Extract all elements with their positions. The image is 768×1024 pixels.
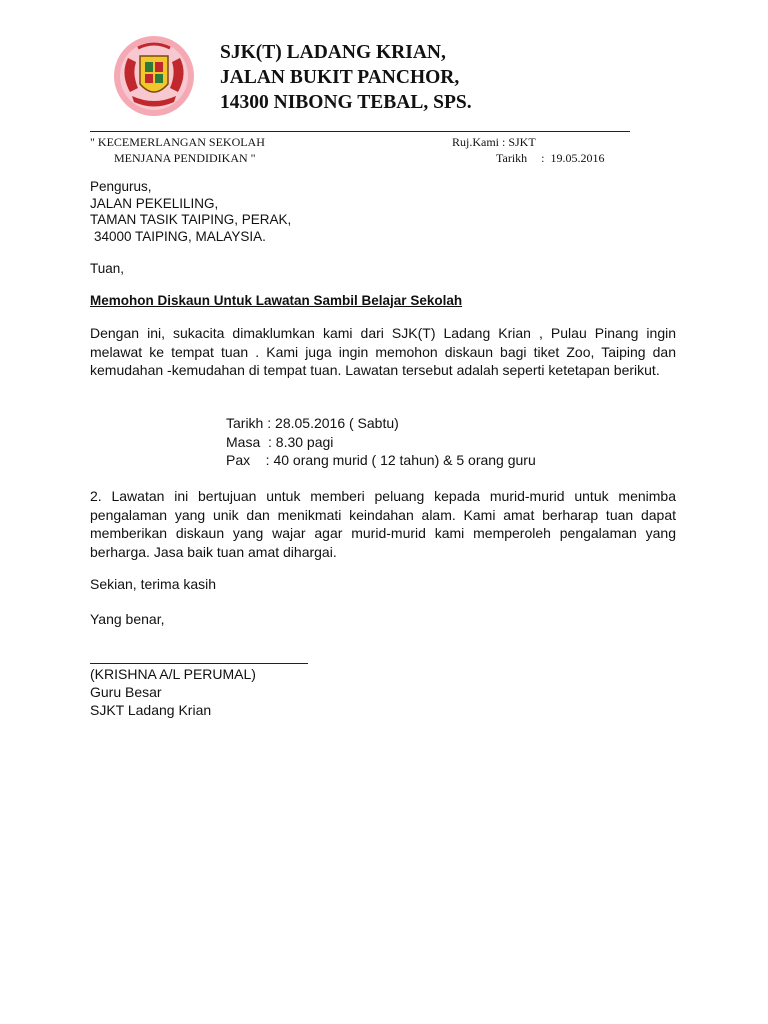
detail-value: 8.30 pagi bbox=[275, 433, 334, 450]
school-name-line: 14300 NIBONG TEBAL, SPS. bbox=[220, 92, 472, 113]
letter-reference bbox=[452, 134, 605, 166]
detail-value: 28.05.2016 ( Sabtu) bbox=[275, 415, 399, 431]
school-name-line: SJK(T) LADANG KRIAN, bbox=[220, 42, 446, 63]
letter-date bbox=[452, 150, 605, 166]
detail-separator: : bbox=[250, 452, 274, 468]
recipient-address bbox=[90, 179, 291, 245]
signature-line bbox=[90, 663, 308, 664]
signatory-title: Guru Besar bbox=[90, 684, 162, 700]
signatory-block bbox=[90, 665, 256, 719]
detail-label: Masa bbox=[226, 433, 261, 450]
detail-value: 40 orang murid ( 12 tahun) & 5 orang guru bbox=[273, 452, 536, 468]
sign-off: Yang benar, bbox=[90, 611, 165, 627]
address-line: 34000 TAIPING, MALAYSIA. bbox=[94, 228, 266, 244]
body-paragraph-1: Dengan ini, sukacita dimaklumkan kami dari SJK(T) Ladang Krian , Pulau Pinang ingin melawat ke tempat tuan . Kami juga ingin memohon diskaun bagi tiket Zoo, Taiping dan kemudahan -kemudahan di tempat tuan. Lawatan tersebut adalah seperti ketetapan berikut. bbox=[90, 325, 676, 378]
motto-line: " KECEMERLANGAN SEKOLAH bbox=[90, 135, 265, 149]
school-motto bbox=[90, 134, 265, 166]
signatory-school: SJKT Ladang Krian bbox=[90, 702, 212, 718]
body-paragraph-2: 2. Lawatan ini bertujuan untuk memberi peluang kepada murid-murid untuk menimba pengalaman yang unik dan menikmati keindahan alam. Kami amat berharap tuan dapat memberikan diskaun yang wajar agar murid-murid kami memperoleh pengalaman yang berharga. Jasa baik tuan amat dihargai. bbox=[90, 488, 676, 560]
detail-label: Pax bbox=[226, 452, 251, 468]
detail-separator: : bbox=[263, 415, 276, 431]
letter-subject: Memohon Diskaun Untuk Lawatan Sambil Belajar Sekolah bbox=[90, 293, 463, 308]
motto-line: MENJANA PENDIDIKAN " bbox=[114, 151, 256, 165]
detail-row bbox=[226, 433, 536, 452]
date-colon: : bbox=[541, 151, 545, 165]
reference-number: Ruj.Kami : SJKT bbox=[452, 135, 536, 149]
detail-label: Tarikh bbox=[226, 415, 264, 431]
address-line: TAMAN TASIK TAIPING, PERAK, bbox=[90, 212, 292, 227]
date-value: 19.05.2016 bbox=[550, 151, 605, 165]
salutation: Tuan, bbox=[90, 261, 125, 276]
date-label: Tarikh bbox=[496, 151, 528, 165]
school-name bbox=[220, 40, 472, 115]
school-crest-icon bbox=[112, 34, 196, 118]
detail-row bbox=[226, 451, 536, 470]
visit-details bbox=[226, 414, 536, 470]
address-line: JALAN PEKELILING, bbox=[90, 195, 219, 211]
closing-line: Sekian, terima kasih bbox=[90, 576, 217, 592]
detail-row bbox=[226, 414, 536, 433]
signatory-name: (KRISHNA A/L PERUMAL) bbox=[90, 666, 256, 682]
address-line: Pengurus, bbox=[90, 179, 152, 194]
header-divider bbox=[90, 131, 630, 132]
detail-separator: : bbox=[260, 433, 276, 450]
school-name-line: JALAN BUKIT PANCHOR, bbox=[220, 67, 460, 88]
